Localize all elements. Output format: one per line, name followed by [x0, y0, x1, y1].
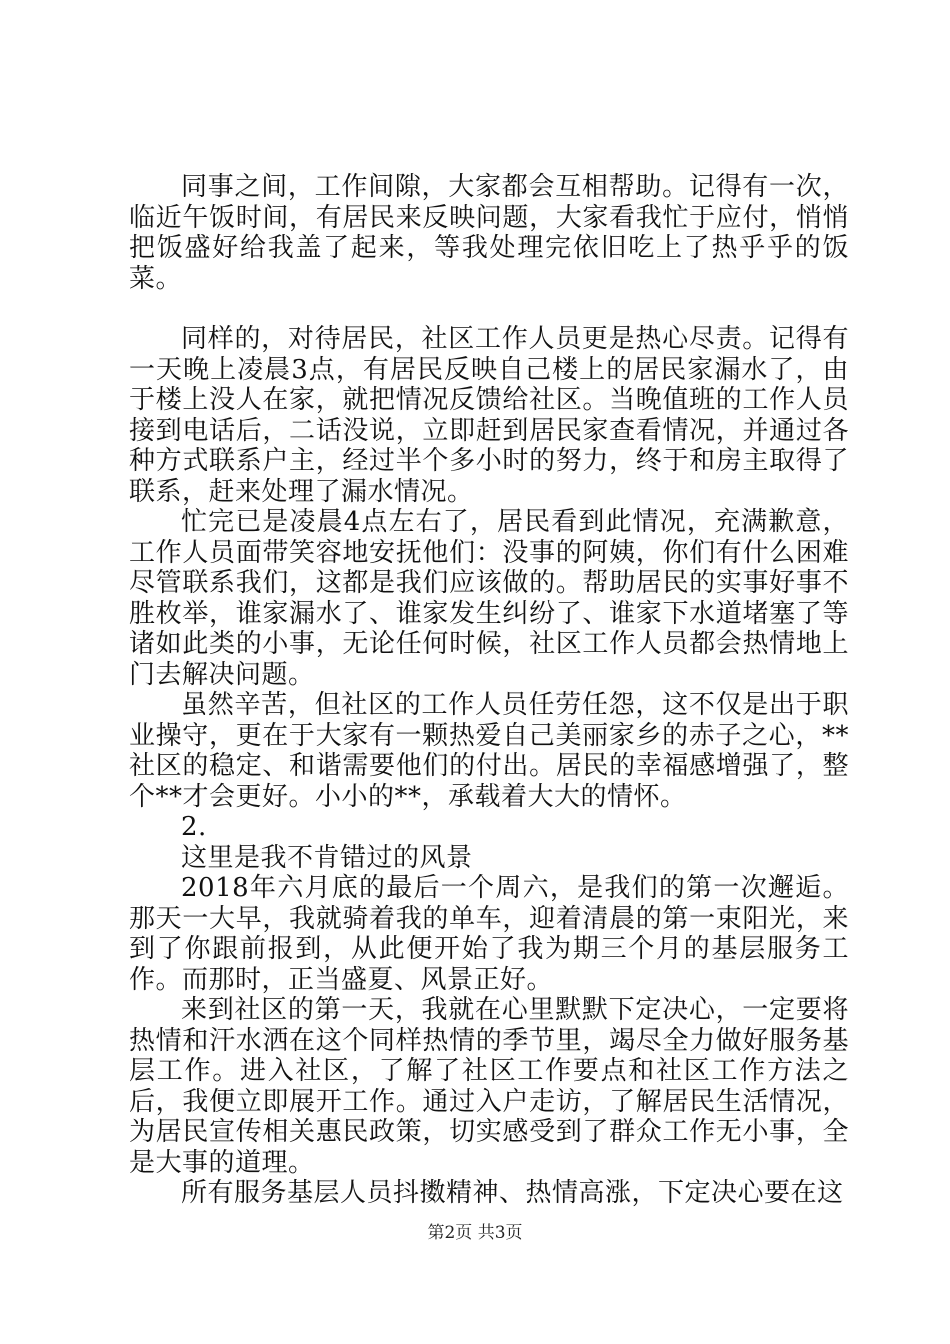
- page-footer: 第2页 共3页: [427, 1223, 523, 1243]
- section-title: 这里是我不肯错过的风景: [181, 842, 473, 873]
- paragraph-7: 所有服务基层人员抖擞精神、热情高涨，下定决心要在这: [181, 1178, 844, 1208]
- paragraph-1: 同事之间，工作间隙，大家都会互相帮助。记得有一次，临近午饭时间，有居民来反映问题，大家看我忙于应付，悄悄把饭盛好给我盖了起来，等我处理完依旧吃上了热乎乎的饭菜。: [129, 172, 849, 294]
- section-number: 2.: [181, 812, 207, 842]
- paragraph-3: 忙完已是凌晨4点左右了，居民看到此情况，充满歉意，工作人员面带笑容地安抚他们：没事的阿姨，你们有什么困难尽管联系我们，这都是我们应该做的。帮助居民的实事好事不胜枚举，谁家漏水了、谁家发生纠纷了、谁家下水道堵塞了等诸如此类的小事，无论任何时候，社区工作人员都会热情地上门去解决问题。: [129, 507, 849, 690]
- document-body: [129, 172, 849, 1209]
- paragraph-5: 2018年六月底的最后一个周六，是我们的第一次邂逅。那天一大早，我就骑着我的单车，迎着清晨的第一束阳光，来到了你跟前报到，从此便开始了我为期三个月的基层服务工作。而那时，正当盛夏、风景正好。: [129, 873, 849, 995]
- paragraph-6: 来到社区的第一天，我就在心里默默下定决心，一定要将热情和汗水洒在这个同样热情的季节里，竭尽全力做好服务基层工作。进入社区，了解了社区工作要点和社区工作方法之后，我便立即展开工作。通过入户走访，了解居民生活情况，为居民宣传相关惠民政策，切实感受到了群众工作无小事，全是大事的道理。: [129, 995, 849, 1178]
- paragraph-4: 虽然辛苦，但社区的工作人员任劳任怨，这不仅是出于职业操守，更在于大家有一颗热爱自己美丽家乡的赤子之心，**社区的稳定、和谐需要他们的付出。居民的幸福感增强了，整个**才会更好。小小的**，承载着大大的情怀。: [129, 690, 849, 812]
- paragraph-2: 同样的，对待居民，社区工作人员更是热心尽责。记得有一天晚上凌晨3点，有居民反映自己楼上的居民家漏水了，由于楼上没人在家，就把情况反馈给社区。当晚值班的工作人员接到电话后，二话没说，立即赶到居民家查看情况，并通过各种方式联系户主，经过半个多小时的努力，终于和房主取得了联系，赶来处理了漏水情况。: [129, 324, 849, 507]
